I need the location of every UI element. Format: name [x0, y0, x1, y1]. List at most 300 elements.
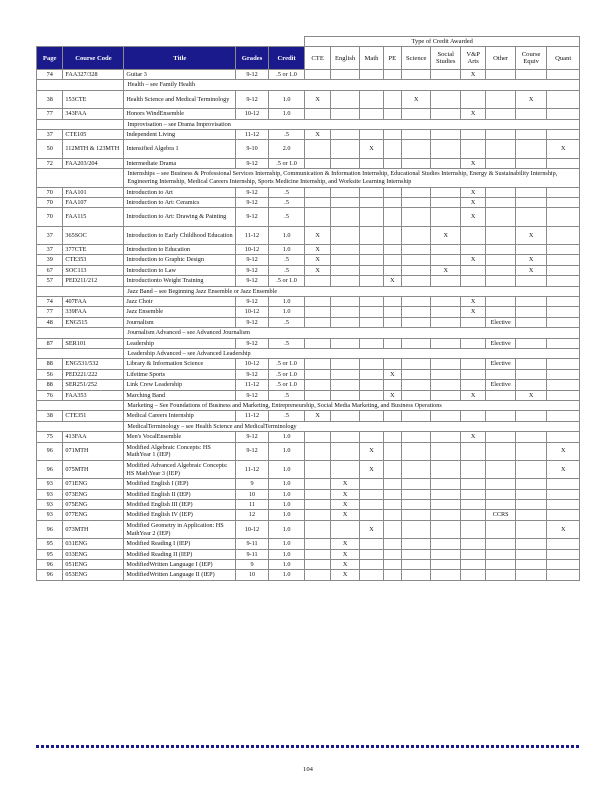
cell-title: ModifiedWritten Language I (IEP) [124, 560, 236, 570]
cell-credit-science [401, 500, 430, 510]
cell-credit-pe [383, 442, 401, 460]
cell-credit-other [486, 187, 515, 197]
cell-page: 95 [37, 549, 63, 559]
cell-credit-math [360, 276, 383, 286]
cell-credit-social [431, 197, 460, 207]
credit-group-row [37, 37, 580, 47]
cell-page: 96 [37, 520, 63, 538]
cell-credit: 1.0 [268, 539, 305, 549]
cell-credit-vp [460, 510, 485, 520]
cell-credit-equiv [515, 489, 547, 499]
cell-credit-math [360, 549, 383, 559]
cell-credit-quant [547, 369, 580, 379]
cell-page: 56 [37, 369, 63, 379]
cell-course-code: CTE353 [63, 255, 124, 265]
cell-credit-other: CCRS [486, 510, 515, 520]
cell-credit-pe [383, 539, 401, 549]
cell-title: Modified Geometry in Application: HS MathYear 2 (IEP) [124, 520, 236, 538]
cell-credit-quant [547, 187, 580, 197]
cell-credit-cte [305, 187, 330, 197]
cell-credit-social [431, 570, 460, 580]
cell-credit-science [401, 411, 430, 421]
cell-credit: 1.0 [268, 297, 305, 307]
cell-course-code: SER251/252 [63, 380, 124, 390]
cell-credit-quant [547, 158, 580, 168]
cell-credit-equiv [515, 369, 547, 379]
cell-credit-pe [383, 245, 401, 255]
cell-grades: 11-12 [236, 411, 269, 421]
cell-credit-other [486, 90, 515, 108]
cell-credit-vp: X [460, 297, 485, 307]
cell-title: Honors WindEnsemble [124, 109, 236, 119]
cell-credit-other [486, 109, 515, 119]
cell-credit-cte [305, 338, 330, 348]
table-row [37, 549, 580, 559]
cell-title: Modified English IV (IEP) [124, 510, 236, 520]
cell-credit-vp [460, 129, 485, 139]
col-header-course-equiv: Course Equiv [515, 47, 547, 70]
cell-credit-other [486, 265, 515, 275]
cell-credit-science [401, 338, 430, 348]
cell-page: 93 [37, 479, 63, 489]
cell-credit: .5 [268, 338, 305, 348]
cell-credit-cte: X [305, 265, 330, 275]
cell-credit-other [486, 255, 515, 265]
header-row [37, 47, 580, 70]
cell-title: Link Crew Leadership [124, 380, 236, 390]
cell-page: 93 [37, 510, 63, 520]
cell-credit-math [360, 109, 383, 119]
cell-credit-vp: X [460, 187, 485, 197]
cell-credit-math [360, 500, 383, 510]
cell-title: Health Science and Medical Terminology [124, 90, 236, 108]
cell-credit-cte [305, 359, 330, 369]
cell-credit-math [360, 539, 383, 549]
cell-credit-vp [460, 276, 485, 286]
table-row [37, 276, 580, 286]
cell-credit-math [360, 187, 383, 197]
cell-credit-vp: X [460, 432, 485, 442]
cell-page: 87 [37, 338, 63, 348]
cell-credit-english: X [330, 479, 359, 489]
table-row [37, 520, 580, 538]
cell-grades: 11-12 [236, 460, 269, 478]
note-blank-cell [37, 400, 124, 410]
cell-grades: 9-12 [236, 265, 269, 275]
cell-credit-equiv [515, 460, 547, 478]
table-row [37, 197, 580, 207]
cell-credit-english [330, 129, 359, 139]
cell-credit-science [401, 479, 430, 489]
cell-credit-social [431, 307, 460, 317]
cell-credit-equiv [515, 359, 547, 369]
table-row [37, 208, 580, 226]
note-row [37, 421, 580, 431]
cell-grades: 11-12 [236, 380, 269, 390]
cell-credit-social [431, 359, 460, 369]
cell-credit-math [360, 390, 383, 400]
cell-course-code: 075ENG [63, 500, 124, 510]
cell-credit-english [330, 255, 359, 265]
footer-divider [36, 745, 580, 748]
cell-course-code: 365SOC [63, 226, 124, 244]
cell-credit-social [431, 129, 460, 139]
cell-credit-pe [383, 549, 401, 559]
note-blank-cell [37, 286, 124, 296]
cell-credit-english: X [330, 570, 359, 580]
cell-grades: 9 [236, 560, 269, 570]
cell-credit-science [401, 549, 430, 559]
cell-grades: 9-12 [236, 70, 269, 80]
cell-credit: .5 [268, 265, 305, 275]
col-header-science: Science [401, 47, 430, 70]
cell-grades: 9-12 [236, 317, 269, 327]
cell-credit-social [431, 140, 460, 158]
cell-credit: 1.0 [268, 489, 305, 499]
cell-title: Introduction to Early Childhood Education [124, 226, 236, 244]
cell-credit-equiv [515, 109, 547, 119]
cell-credit-english [330, 226, 359, 244]
cell-title: Journalism [124, 317, 236, 327]
cell-credit-equiv [515, 520, 547, 538]
note-row [37, 400, 580, 410]
cell-title: Introduction to Art: Ceramics [124, 197, 236, 207]
note-text: Improvisation – see Drama Improvisation [124, 119, 580, 129]
cell-credit-cte [305, 208, 330, 226]
cell-title: Modified English I (IEP) [124, 479, 236, 489]
cell-course-code: SER101 [63, 338, 124, 348]
note-text: Leadership Advanced – see Advanced Leadership [124, 348, 580, 358]
table-row [37, 245, 580, 255]
cell-title: Men's VocalEnsemble [124, 432, 236, 442]
cell-course-code: 339FAA [63, 307, 124, 317]
cell-grades: 9 [236, 479, 269, 489]
cell-title: Modified English III (IEP) [124, 500, 236, 510]
cell-credit-vp: X [460, 255, 485, 265]
cell-credit-other [486, 70, 515, 80]
cell-course-code: FAA327/328 [63, 70, 124, 80]
cell-credit-english: X [330, 510, 359, 520]
cell-credit-equiv: X [515, 265, 547, 275]
cell-credit-social [431, 245, 460, 255]
cell-credit-equiv [515, 197, 547, 207]
cell-credit-other [486, 208, 515, 226]
cell-credit-quant [547, 307, 580, 317]
cell-credit-science [401, 539, 430, 549]
cell-credit-english [330, 187, 359, 197]
cell-credit-science [401, 460, 430, 478]
cell-credit-math [360, 297, 383, 307]
cell-credit-vp [460, 520, 485, 538]
cell-credit-other: Elective [486, 338, 515, 348]
cell-credit-equiv [515, 338, 547, 348]
table-row [37, 158, 580, 168]
cell-course-code: 051ENG [63, 560, 124, 570]
cell-credit-other [486, 276, 515, 286]
cell-credit-pe [383, 500, 401, 510]
cell-course-code: 413FAA [63, 432, 124, 442]
cell-course-code: 071ENG [63, 479, 124, 489]
cell-grades: 10-12 [236, 109, 269, 119]
cell-credit-english [330, 297, 359, 307]
cell-credit-other [486, 479, 515, 489]
cell-credit-science [401, 70, 430, 80]
col-header-english: English [330, 47, 359, 70]
cell-credit-math [360, 226, 383, 244]
cell-page: 76 [37, 390, 63, 400]
cell-credit: .5 [268, 317, 305, 327]
table-row [37, 70, 580, 80]
table-row [37, 129, 580, 139]
cell-credit-social [431, 390, 460, 400]
cell-credit-science [401, 276, 430, 286]
cell-page: 77 [37, 109, 63, 119]
cell-grades: 9-12 [236, 442, 269, 460]
cell-credit-science [401, 255, 430, 265]
cell-credit-math [360, 255, 383, 265]
cell-credit-english [330, 307, 359, 317]
cell-credit-cte [305, 390, 330, 400]
cell-credit-cte [305, 158, 330, 168]
cell-credit-equiv [515, 187, 547, 197]
cell-credit-quant [547, 265, 580, 275]
cell-credit-vp [460, 539, 485, 549]
cell-credit-pe [383, 187, 401, 197]
cell-credit-equiv [515, 560, 547, 570]
cell-credit-math [360, 479, 383, 489]
cell-credit-cte [305, 442, 330, 460]
col-header-other: Other [486, 47, 515, 70]
cell-credit: 1.0 [268, 520, 305, 538]
cell-credit-other [486, 197, 515, 207]
cell-course-code: 073ENG [63, 489, 124, 499]
cell-credit-english [330, 338, 359, 348]
cell-credit-science [401, 297, 430, 307]
cell-credit-english [330, 276, 359, 286]
cell-page: 70 [37, 197, 63, 207]
cell-credit-cte: X [305, 129, 330, 139]
cell-credit-cte [305, 520, 330, 538]
cell-credit-other [486, 560, 515, 570]
cell-credit-science [401, 520, 430, 538]
cell-credit-science [401, 226, 430, 244]
cell-grades: 9-12 [236, 338, 269, 348]
cell-credit-english [330, 70, 359, 80]
cell-credit-english [330, 140, 359, 158]
cell-credit: 1.0 [268, 500, 305, 510]
cell-credit-quant [547, 255, 580, 265]
cell-credit-english [330, 520, 359, 538]
cell-credit-english [330, 369, 359, 379]
cell-credit-vp [460, 265, 485, 275]
cell-title: Jazz Choir [124, 297, 236, 307]
cell-credit-vp [460, 500, 485, 510]
cell-credit-equiv [515, 549, 547, 559]
cell-credit-other [486, 500, 515, 510]
cell-credit-quant [547, 276, 580, 286]
cell-grades: 9-12 [236, 432, 269, 442]
course-credit-table [36, 36, 580, 581]
cell-credit-quant [547, 549, 580, 559]
cell-credit-vp [460, 245, 485, 255]
cell-credit-vp [460, 479, 485, 489]
cell-credit-cte [305, 317, 330, 327]
cell-credit-equiv: X [515, 226, 547, 244]
cell-credit-pe [383, 307, 401, 317]
cell-credit-cte [305, 489, 330, 499]
cell-grades: 11-12 [236, 129, 269, 139]
cell-credit-other: Elective [486, 380, 515, 390]
cell-credit-equiv [515, 245, 547, 255]
cell-credit-pe [383, 265, 401, 275]
cell-credit-quant: X [547, 520, 580, 538]
cell-credit-english [330, 432, 359, 442]
table-row [37, 317, 580, 327]
note-row [37, 169, 580, 187]
cell-page: 74 [37, 297, 63, 307]
table-row [37, 432, 580, 442]
cell-credit-cte [305, 510, 330, 520]
cell-credit-social [431, 90, 460, 108]
cell-credit-social [431, 442, 460, 460]
cell-credit-science [401, 380, 430, 390]
cell-credit-equiv [515, 307, 547, 317]
cell-credit-vp [460, 489, 485, 499]
note-row [37, 80, 580, 90]
cell-credit-social [431, 255, 460, 265]
cell-credit-science [401, 317, 430, 327]
cell-credit-math [360, 208, 383, 226]
note-blank-cell [37, 328, 124, 338]
cell-grades: 12 [236, 510, 269, 520]
cell-credit-equiv [515, 411, 547, 421]
cell-credit-social [431, 479, 460, 489]
cell-credit: .5 [268, 390, 305, 400]
cell-page: 75 [37, 432, 63, 442]
table-row [37, 90, 580, 108]
cell-page: 39 [37, 255, 63, 265]
cell-title: Library & Information Science [124, 359, 236, 369]
note-row [37, 119, 580, 129]
cell-credit-pe: X [383, 276, 401, 286]
cell-credit-quant [547, 297, 580, 307]
table-row [37, 140, 580, 158]
cell-credit-science [401, 432, 430, 442]
cell-grades: 9-11 [236, 539, 269, 549]
table-row [37, 442, 580, 460]
cell-credit-pe [383, 70, 401, 80]
cell-credit-math: X [360, 460, 383, 478]
cell-credit-quant [547, 570, 580, 580]
note-blank-cell [37, 169, 124, 187]
cell-credit-english [330, 442, 359, 460]
cell-credit-equiv: X [515, 390, 547, 400]
cell-credit-other [486, 411, 515, 421]
cell-credit-quant [547, 208, 580, 226]
col-header-course-code: Course Code [63, 47, 124, 70]
cell-credit: 1.0 [268, 90, 305, 108]
cell-credit-pe [383, 510, 401, 520]
cell-title: Modified Advanced Algebraic Concepts: HS MathYear 3 (IEP) [124, 460, 236, 478]
cell-credit-pe [383, 359, 401, 369]
cell-credit-pe [383, 570, 401, 580]
cell-credit-social: X [431, 226, 460, 244]
cell-grades: 9-12 [236, 297, 269, 307]
page-number: 104 [303, 766, 313, 773]
cell-credit-english: X [330, 489, 359, 499]
cell-grades: 9-12 [236, 369, 269, 379]
cell-title: ModifiedWritten Language II (IEP) [124, 570, 236, 580]
cell-credit-social [431, 549, 460, 559]
cell-credit-math [360, 489, 383, 499]
cell-credit-quant [547, 411, 580, 421]
note-text: MedicalTerminology – see Health Science and MedicalTerminology [124, 421, 580, 431]
note-blank-cell [37, 119, 124, 129]
cell-credit-science [401, 570, 430, 580]
cell-credit: 1.0 [268, 479, 305, 489]
note-text: Marketing – See Foundations of Business and Marketing, Entrepreneurship, Social Media Marketing, and Business Operations [124, 400, 580, 410]
cell-credit-math [360, 359, 383, 369]
cell-title: Independent Living [124, 129, 236, 139]
cell-credit-other [486, 390, 515, 400]
cell-credit-other [486, 369, 515, 379]
cell-course-code: 407FAA [63, 297, 124, 307]
cell-page: 93 [37, 500, 63, 510]
cell-course-code: ENG531/532 [63, 359, 124, 369]
cell-credit-other [486, 570, 515, 580]
cell-credit: 1.0 [268, 226, 305, 244]
cell-credit-quant [547, 500, 580, 510]
cell-credit-social [431, 70, 460, 80]
cell-credit-vp [460, 570, 485, 580]
cell-credit-cte [305, 380, 330, 390]
cell-credit: 1.0 [268, 109, 305, 119]
course-credit-table-wrapper [36, 36, 580, 581]
cell-credit-quant: X [547, 140, 580, 158]
cell-credit-cte [305, 479, 330, 489]
cell-credit-cte: X [305, 255, 330, 265]
cell-grades: 9-11 [236, 549, 269, 559]
table-row [37, 109, 580, 119]
table-row [37, 380, 580, 390]
cell-grades: 9-12 [236, 158, 269, 168]
cell-title: Modified Algebraic Concepts: HS MathYear 1 (IEP) [124, 442, 236, 460]
cell-credit-vp: X [460, 70, 485, 80]
cell-title: Introduction to Law [124, 265, 236, 275]
cell-title: Modified English II (IEP) [124, 489, 236, 499]
cell-credit-equiv: X [515, 255, 547, 265]
table-row [37, 255, 580, 265]
cell-credit-english [330, 380, 359, 390]
cell-credit-cte [305, 297, 330, 307]
cell-credit-cte [305, 307, 330, 317]
cell-credit-science [401, 390, 430, 400]
cell-credit: .5 or 1.0 [268, 359, 305, 369]
cell-credit-social [431, 187, 460, 197]
cell-credit-quant [547, 539, 580, 549]
cell-course-code: 031ENG [63, 539, 124, 549]
cell-page: 96 [37, 560, 63, 570]
cell-course-code: 377CTE [63, 245, 124, 255]
cell-credit-pe [383, 208, 401, 226]
cell-page: 38 [37, 90, 63, 108]
cell-credit-other [486, 489, 515, 499]
cell-credit-pe [383, 380, 401, 390]
cell-credit-math [360, 338, 383, 348]
cell-credit-quant [547, 109, 580, 119]
cell-credit-math [360, 411, 383, 421]
cell-credit-equiv [515, 479, 547, 489]
